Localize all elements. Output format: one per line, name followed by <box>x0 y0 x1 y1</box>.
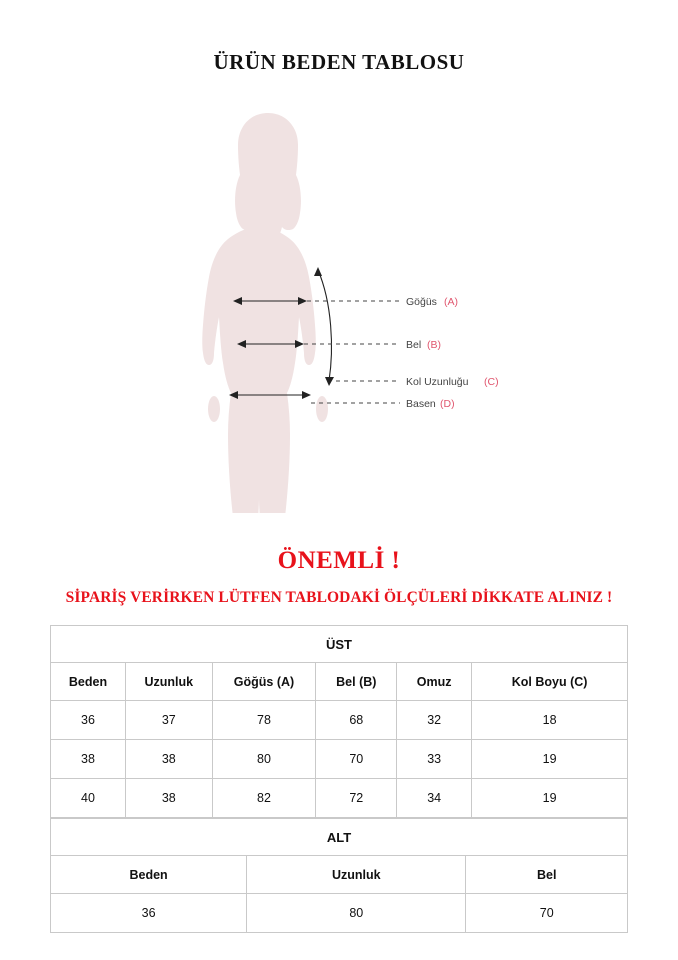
lower-section-title: ALT <box>51 819 628 856</box>
cell-gogus: 80 <box>212 740 316 779</box>
leader-lines <box>304 301 400 403</box>
table-row <box>51 779 628 818</box>
cell-beden: 36 <box>51 701 126 740</box>
header-gogus: Göğüs (A) <box>212 663 316 701</box>
female-silhouette-icon <box>202 113 328 513</box>
measurement-diagram <box>0 93 678 513</box>
size-tables <box>50 625 628 933</box>
cell-omuz: 32 <box>397 701 472 740</box>
cell-gogus: 82 <box>212 779 316 818</box>
label-gogus-code: (A) <box>444 296 458 308</box>
body-figure-svg <box>0 93 678 513</box>
label-bel: Bel <box>406 339 422 351</box>
cell-omuz: 34 <box>397 779 472 818</box>
cell-beden: 40 <box>51 779 126 818</box>
cell-bel: 72 <box>316 779 397 818</box>
upper-section-header-row <box>51 626 628 663</box>
diagram-labels <box>406 296 499 410</box>
cell-kol-boyu: 19 <box>472 779 628 818</box>
important-heading: ÖNEMLİ ! <box>277 547 401 574</box>
upper-column-header-row <box>51 663 628 701</box>
header-uzunluk-alt: Uzunluk <box>247 856 466 894</box>
label-basen-code: (D) <box>440 398 455 410</box>
cell-uzunluk: 37 <box>126 701 213 740</box>
cell-omuz: 33 <box>397 740 472 779</box>
cell-bel-alt: 70 <box>466 894 628 933</box>
header-kol-boyu: Kol Boyu (C) <box>472 663 628 701</box>
cell-uzunluk: 38 <box>126 740 213 779</box>
header-bel: Bel (B) <box>316 663 397 701</box>
lower-size-table <box>50 818 628 933</box>
lower-column-header-row <box>51 856 628 894</box>
table-row <box>51 894 628 933</box>
label-kol-uzunlugu-code: (C) <box>484 376 499 388</box>
table-row <box>51 701 628 740</box>
header-beden-alt: Beden <box>51 856 247 894</box>
cell-uzunluk: 38 <box>126 779 213 818</box>
important-note: SİPARİŞ VERİRKEN LÜTFEN TABLODAKİ ÖLÇÜLERİ DİKKATE ALINIZ ! <box>65 589 613 606</box>
upper-size-table <box>50 625 628 818</box>
page-title: ÜRÜN BEDEN TABLOSU <box>213 50 465 74</box>
cell-kol-boyu: 19 <box>472 740 628 779</box>
header-omuz: Omuz <box>397 663 472 701</box>
cell-kol-boyu: 18 <box>472 701 628 740</box>
label-basen: Basen <box>406 398 436 410</box>
cell-beden: 38 <box>51 740 126 779</box>
upper-section-title: ÜST <box>51 626 628 663</box>
label-bel-code: (B) <box>427 339 441 351</box>
cell-gogus: 78 <box>212 701 316 740</box>
lower-section-header-row <box>51 819 628 856</box>
header-beden: Beden <box>51 663 126 701</box>
header-uzunluk: Uzunluk <box>126 663 213 701</box>
cell-uzunluk-alt: 80 <box>247 894 466 933</box>
table-row <box>51 740 628 779</box>
cell-beden-alt: 36 <box>51 894 247 933</box>
label-kol-uzunlugu: Kol Uzunluğu <box>406 376 469 388</box>
cell-bel: 70 <box>316 740 397 779</box>
label-gogus: Göğüs <box>406 296 437 308</box>
cell-bel: 68 <box>316 701 397 740</box>
header-bel-alt: Bel <box>466 856 628 894</box>
